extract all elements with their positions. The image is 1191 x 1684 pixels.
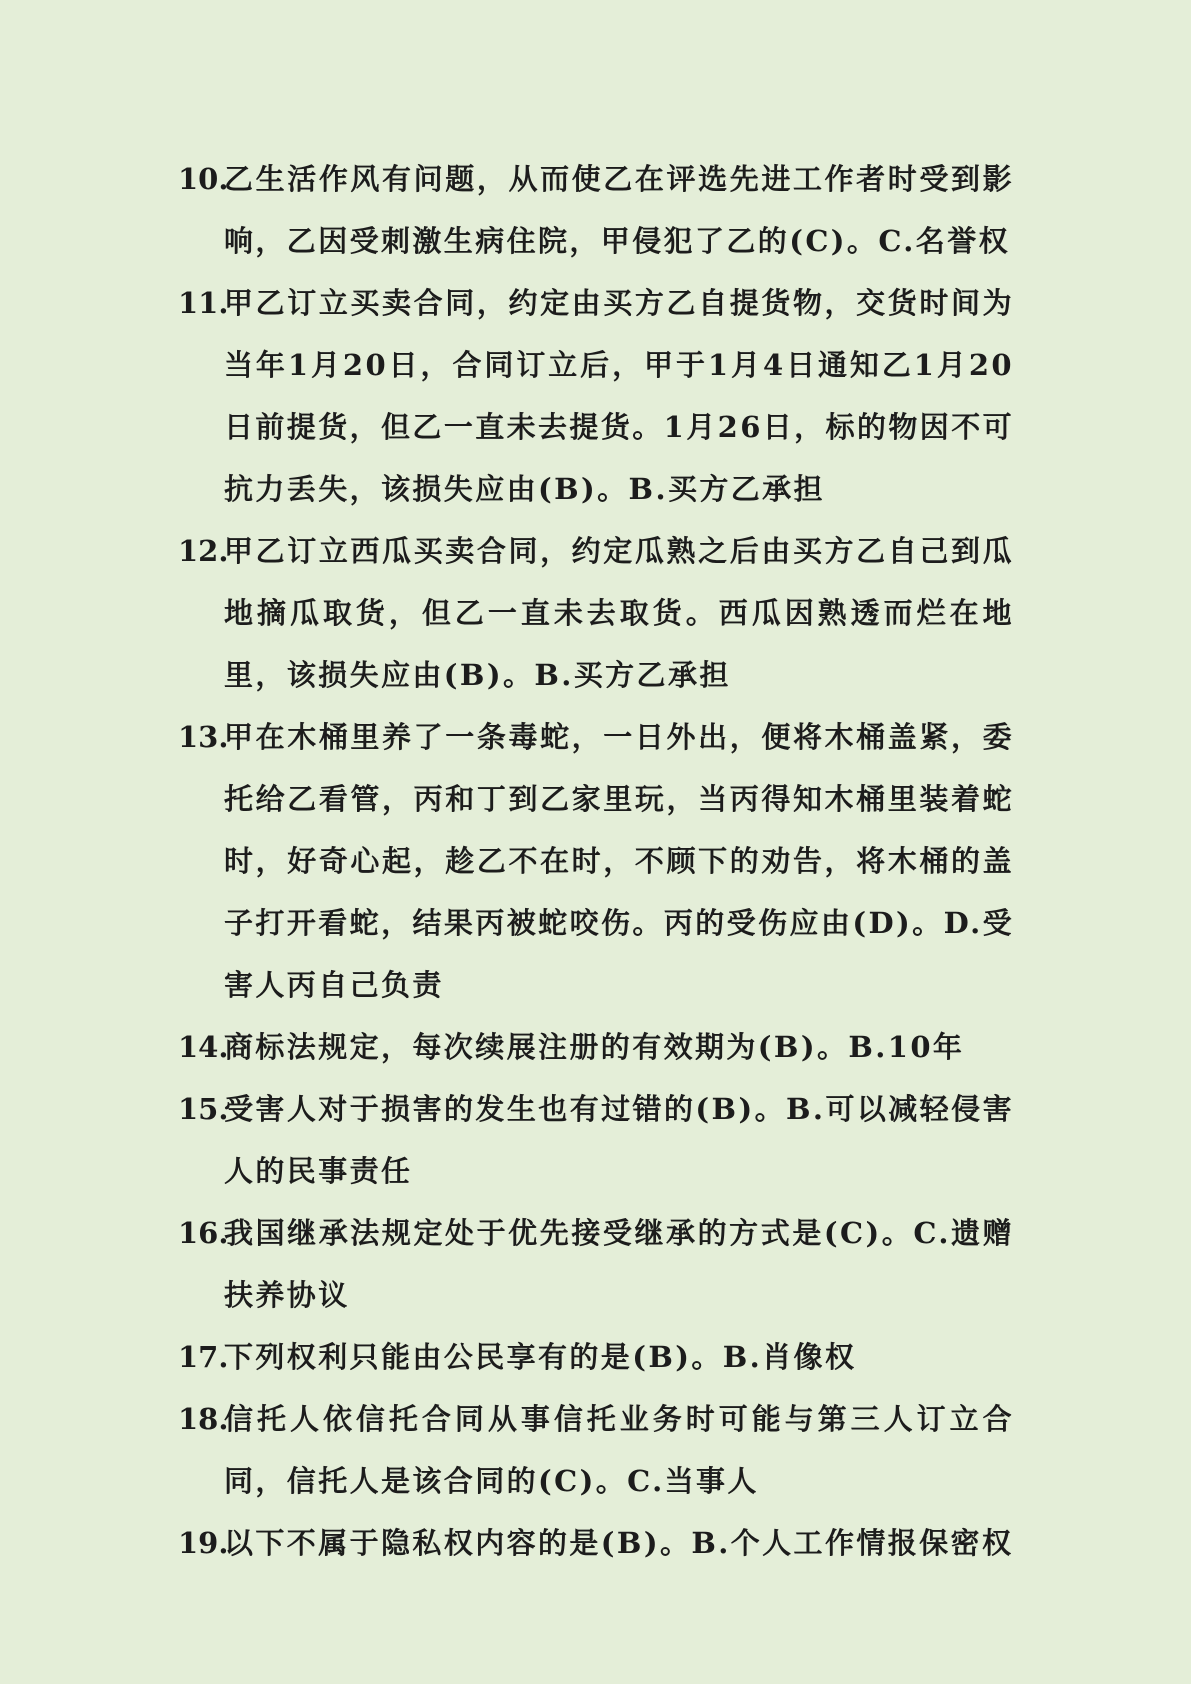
- question-text: 甲乙订立买卖合同，约定由买方乙自提货物，交货时间为当年1月20日，合同订立后，甲于1月4日通知乙1月20日前提货，但乙一直未去提货。1月26日，标的物因不可抗力丢失，该损失应由(B)。B.买方乙承担: [224, 286, 1014, 506]
- question-number: 14.: [178, 1030, 229, 1064]
- question-item-16: [0, 1202, 1014, 1326]
- question-number: 18.: [178, 1402, 229, 1436]
- question-text: 商标法规定，每次续展注册的有效期为(B)。B.10年: [224, 1030, 965, 1064]
- question-text: 甲在木桶里养了一条毒蛇，一日外出，便将木桶盖紧，委托给乙看管，丙和丁到乙家里玩，当丙得知木桶里装着蛇时，好奇心起，趁乙不在时，不顾下的劝告，将木桶的盖子打开看蛇，结果丙被蛇咬伤。丙的受伤应由(D)。D.受害人丙自己负责: [224, 720, 1014, 1002]
- question-number: 15.: [178, 1092, 229, 1126]
- question-number: 19.: [178, 1526, 229, 1560]
- question-item-12: [0, 520, 1014, 706]
- question-text: 受害人对于损害的发生也有过错的(B)。B.可以减轻侵害人的民事责任: [224, 1092, 1014, 1188]
- question-text: 下列权利只能由公民享有的是(B)。B.肖像权: [224, 1340, 857, 1374]
- question-item-10: [0, 148, 1014, 272]
- question-number: 13.: [178, 720, 229, 754]
- question-text: 乙生活作风有问题，从而使乙在评选先进工作者时受到影响，乙因受刺激生病住院，甲侵犯了乙的(C)。C.名誉权: [224, 162, 1014, 258]
- question-number: 11.: [178, 286, 229, 320]
- question-text: 信托人依信托合同从事信托业务时可能与第三人订立合同，信托人是该合同的(C)。C.当事人: [224, 1402, 1014, 1498]
- question-text: 甲乙订立西瓜买卖合同，约定瓜熟之后由买方乙自己到瓜地摘瓜取货，但乙一直未去取货。西瓜因熟透而烂在地里，该损失应由(B)。B.买方乙承担: [224, 534, 1014, 692]
- question-text: 以下不属于隐私权内容的是(B)。B.个人工作情报保密权: [224, 1526, 1014, 1560]
- question-number: 17.: [178, 1340, 229, 1374]
- question-item-14: [0, 1016, 1014, 1078]
- question-item-19: [0, 1512, 1014, 1574]
- question-list: [0, 148, 1191, 1574]
- question-item-18: [0, 1388, 1014, 1512]
- question-item-17: [0, 1326, 1014, 1388]
- question-text: 我国继承法规定处于优先接受继承的方式是(C)。C.遗赠扶养协议: [224, 1216, 1014, 1312]
- question-number: 16.: [178, 1216, 229, 1250]
- question-item-11: [0, 272, 1014, 520]
- question-number: 12.: [178, 534, 229, 568]
- question-item-15: [0, 1078, 1014, 1202]
- question-item-13: [0, 706, 1014, 1016]
- question-number: 10.: [178, 162, 229, 196]
